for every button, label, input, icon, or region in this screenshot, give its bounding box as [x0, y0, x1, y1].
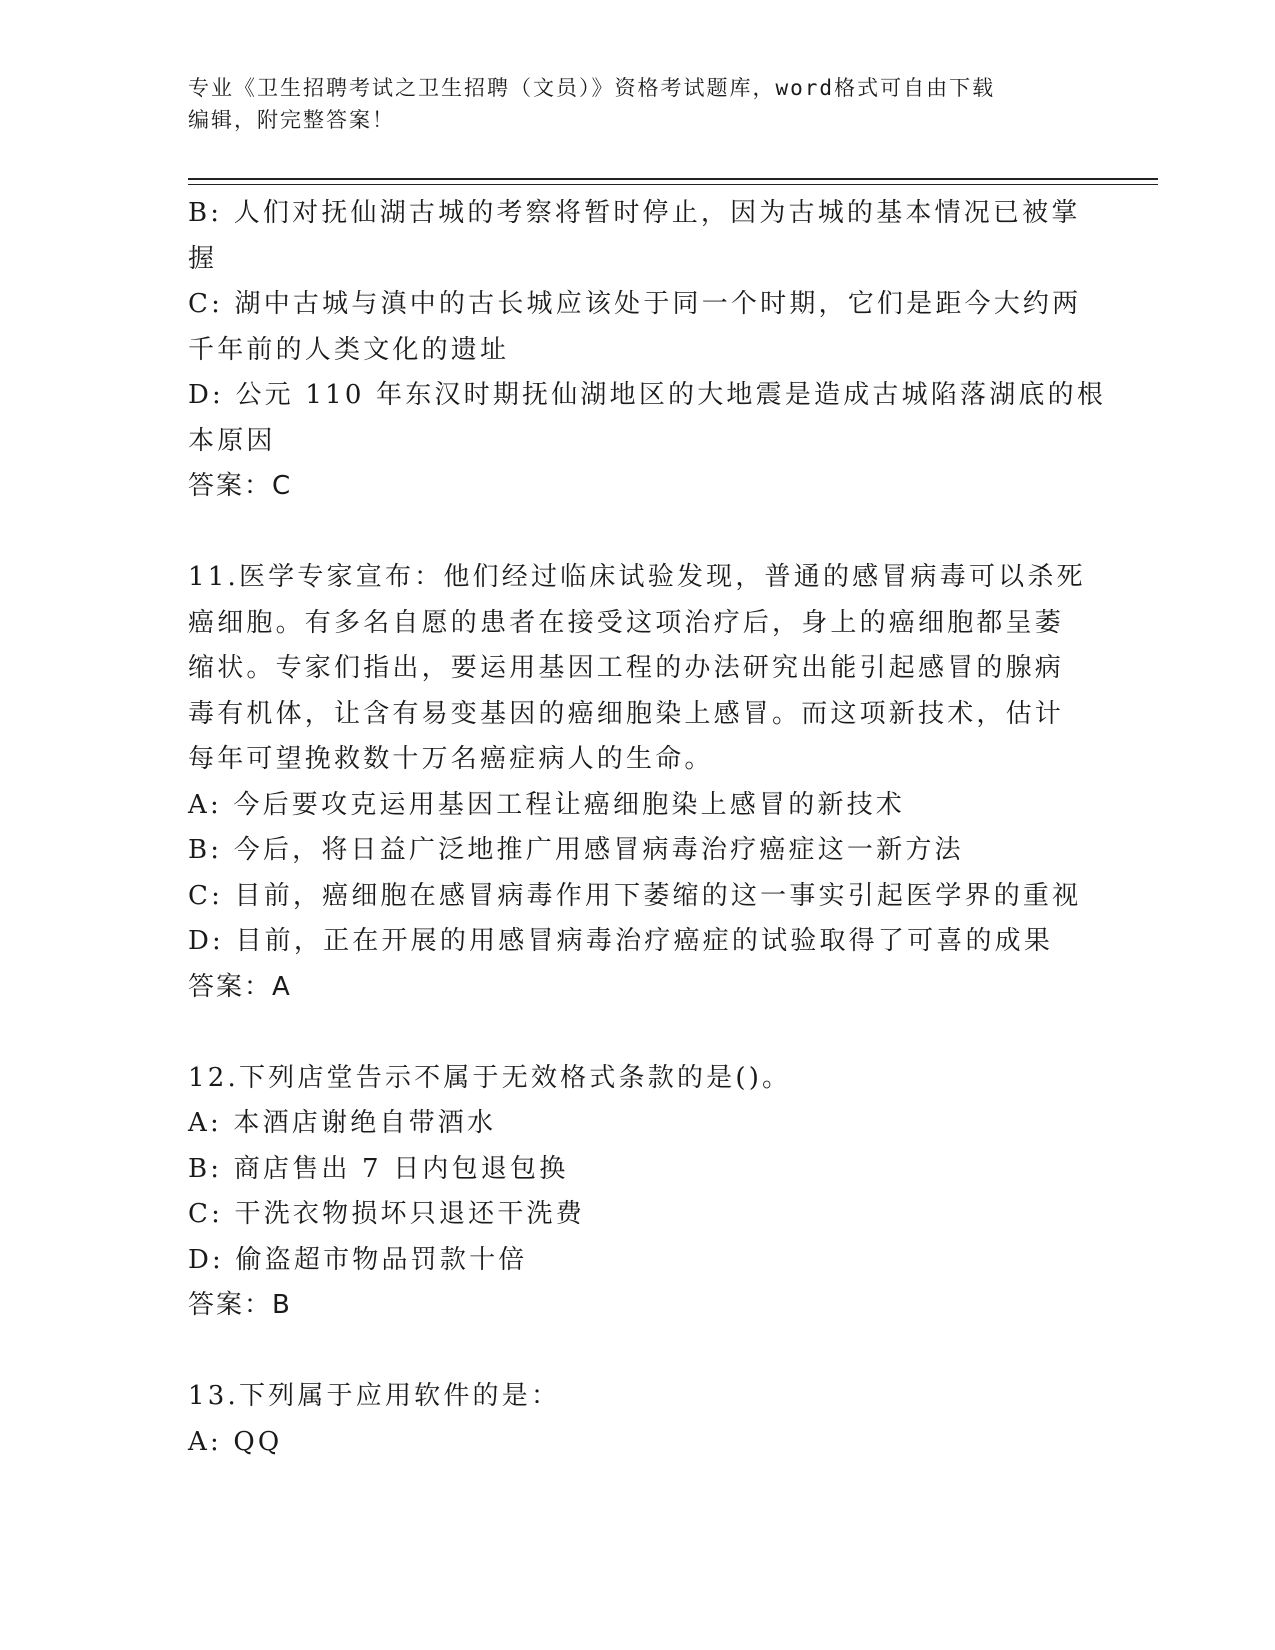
q11-option-a: A: 今后要攻克运用基因工程让癌细胞染上感冒的新技术 — [188, 789, 906, 820]
q12-option-c: C: 干洗衣物损坏只退还干洗费 — [188, 1199, 585, 1229]
q11-option-c: C: 目前，癌细胞在感冒病毒作用下萎缩的这一事实引起医学界的重视 — [188, 880, 1082, 911]
q10-option-c-line-1: C: 湖中古城与滇中的古长城应该处于同一个时期，它们是距今大约两 — [188, 289, 1082, 319]
q10-option-d-line-1: D: 公元 110 年东汉时期抚仙湖地区的大地震是造成古城陷落湖底的根 — [188, 380, 1107, 410]
q11-answer: 答案：A — [188, 971, 292, 1002]
header-line-2: 编辑，附完整答案！ — [188, 108, 395, 132]
q13-option-a: A: QQ — [188, 1426, 283, 1457]
header-divider-thick — [188, 178, 1158, 180]
q12-answer: 答案：B — [188, 1290, 292, 1320]
q10-option-d-line-2: 本原因 — [188, 425, 276, 456]
header-line-1: 专业《卫生招聘考试之卫生招聘（文员）》资格考试题库，word格式可自由下载 — [188, 76, 996, 100]
question-11 — [188, 555, 1088, 1010]
q11-stem-line-5: 每年可望挽救数十万名癌症病人的生命。 — [188, 744, 714, 774]
q11-option-d: D: 目前，正在开展的用感冒病毒治疗癌症的试验取得了可喜的成果 — [188, 926, 1054, 956]
question-content — [188, 191, 1107, 1465]
spacer — [188, 510, 1088, 556]
q11-stem-line-3: 缩状。专家们指出，要运用基因工程的办法研究出能引起感冒的腺病 — [188, 653, 1065, 683]
question-10-options — [188, 191, 1107, 510]
q10-option-b-line-1: B: 人们对抚仙湖古城的考察将暂时停止，因为古城的基本情况已被掌 — [188, 198, 1081, 228]
q13-stem: 13.下列属于应用软件的是： — [188, 1381, 561, 1411]
spacer — [188, 1010, 1088, 1056]
document-header — [188, 72, 1088, 136]
q11-option-b: B: 今后，将日益广泛地推广用感冒病毒治疗癌症这一新方法 — [188, 835, 964, 865]
q10-answer: 答案：C — [188, 471, 293, 501]
spacer — [188, 1329, 1088, 1375]
q11-stem-line-4: 毒有机体，让含有易变基因的癌细胞染上感冒。而这项新技术，估计 — [188, 698, 1065, 729]
q12-stem: 12.下列店堂告示不属于无效格式条款的是()。 — [188, 1062, 792, 1093]
question-12 — [188, 1056, 1088, 1329]
q11-stem-line-2: 癌细胞。有多名自愿的患者在接受这项治疗后，身上的癌细胞都呈萎 — [188, 607, 1065, 638]
q12-option-a: A: 本酒店谢绝自带酒水 — [188, 1108, 497, 1138]
question-13 — [188, 1374, 1088, 1465]
q12-option-b: B: 商店售出 7 日内包退包换 — [188, 1153, 569, 1184]
q10-option-c-line-2: 千年前的人类文化的遗址 — [188, 334, 510, 365]
q12-option-d: D: 偷盗超市物品罚款十倍 — [188, 1244, 528, 1275]
header-divider-thin — [188, 184, 1158, 185]
q10-option-b-line-2: 握 — [188, 243, 218, 274]
q11-stem-line-1: 11.医学专家宣布：他们经过临床试验发现，普通的感冒病毒可以杀死 — [188, 562, 1086, 592]
